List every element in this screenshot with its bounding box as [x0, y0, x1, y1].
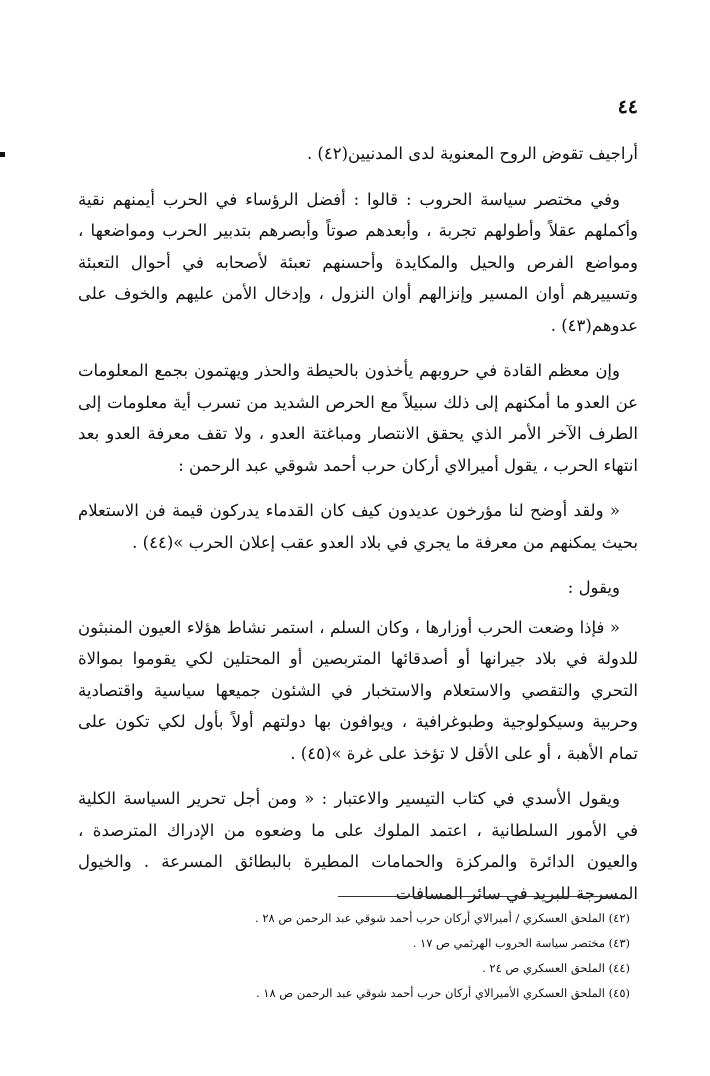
paragraph-2: وفي مختصر سياسة الحروب : قالوا : أفضل الرؤساء في الحرب أيمنهم نقية وأكملهم عقلاً وأطولهم تجربة ، وأبعدهم صوتاً وأبصرهم بتدبير الحرب ومواضعها ، ومواضع الفرص والحيل والمكايدة وأحسنهم تعبئة لأصحابه في أحوال التعبئة وتسييرهم أوان المسير وإنزالهم أوان النزول ، وإدخال الأمن عليهم والخوف على عدوهم(٤٣) . [78, 189, 638, 335]
margin-mark [0, 152, 5, 157]
footnote-43: (٤٣) مختصر سياسة الحروب الهرثمي ص ١٧ . [412, 936, 630, 950]
main-text [78, 138, 638, 923]
footnote-separator [338, 896, 618, 897]
paragraph-yaqul: ويقول : [567, 578, 620, 597]
footnote-42: (٤٢) الملحق العسكري / أميرالاي أركان حرب أحمد شوقي عبد الرحمن ص ٢٨ . [255, 911, 630, 925]
footnotes [90, 906, 630, 1006]
footnote-45: (٤٥) الملحق العسكري الأميرالاي أركان حرب أحمد شوقي عبد الرحمن ص ١٨ . [255, 986, 630, 1000]
page-number: ٤٤ [617, 96, 638, 118]
quote-1: « ولقد أوضح لنا مؤرخون عديدون كيف كان القدماء يدركون قيمة فن الاستعلام بحيث يمكنهم من معرفة ما يجري في بلاد العدو عقب إعلان الحرب »(٤٤) . [78, 501, 638, 552]
paragraph-3: وإن معظم القادة في حروبهم يأخذون بالحيطة والحذر ويهتمون بجمع المعلومات عن العدو ما أمكنهم إلى ذلك سبيلاً مع الحرص الشديد من تسرب أية معلومات إلى الطرف الآخر الأمر الذي يحقق الانتصار ومباغتة العدو ، ولا تقف معرفة العدو بعد انتهاء الحرب ، يقول أميرالاي أركان حرب أحمد شوقي عبد الرحمن : [78, 361, 638, 475]
paragraph-1: أراجيف تقوض الروح المعنوية لدى المدنيين(٤٢) . [306, 144, 638, 163]
paragraph-asadi: ويقول الأسدي في كتاب التيسير والاعتبار : « ومن أجل تحرير السياسة الكلية في الأمور السلطانية ، اعتمد الملوك على ما وضعوه من الإدراك المترصدة ، والعيون الدائرة والمركزة والحمامات المطيرة بالبطائق المسرعة . والخيول المسرجة للبريد في سائر المسافات [78, 789, 638, 903]
quote-2: « فإذا وضعت الحرب أوزارها ، وكان السلم ، استمر نشاط هؤلاء العيون المنبثون للدولة في بلاد جيرانها أو أصدقائها المتربصين أو المحتلين لكي يقوموا بموالاة التحري والتقصي والاستعلام والاستخبار في الشئون جميعها سياسية واقتصادية وحربية وسيكولوجية وطبوغرافية ، ويوافون بها دولتهم أولاً بأول لكي تكون على تمام الأهبة ، أو على الأقل لا تؤخذ على غرة »(٤٥) . [78, 617, 638, 763]
footnote-44: (٤٤) الملحق العسكري ص ٢٤ . [482, 961, 630, 975]
